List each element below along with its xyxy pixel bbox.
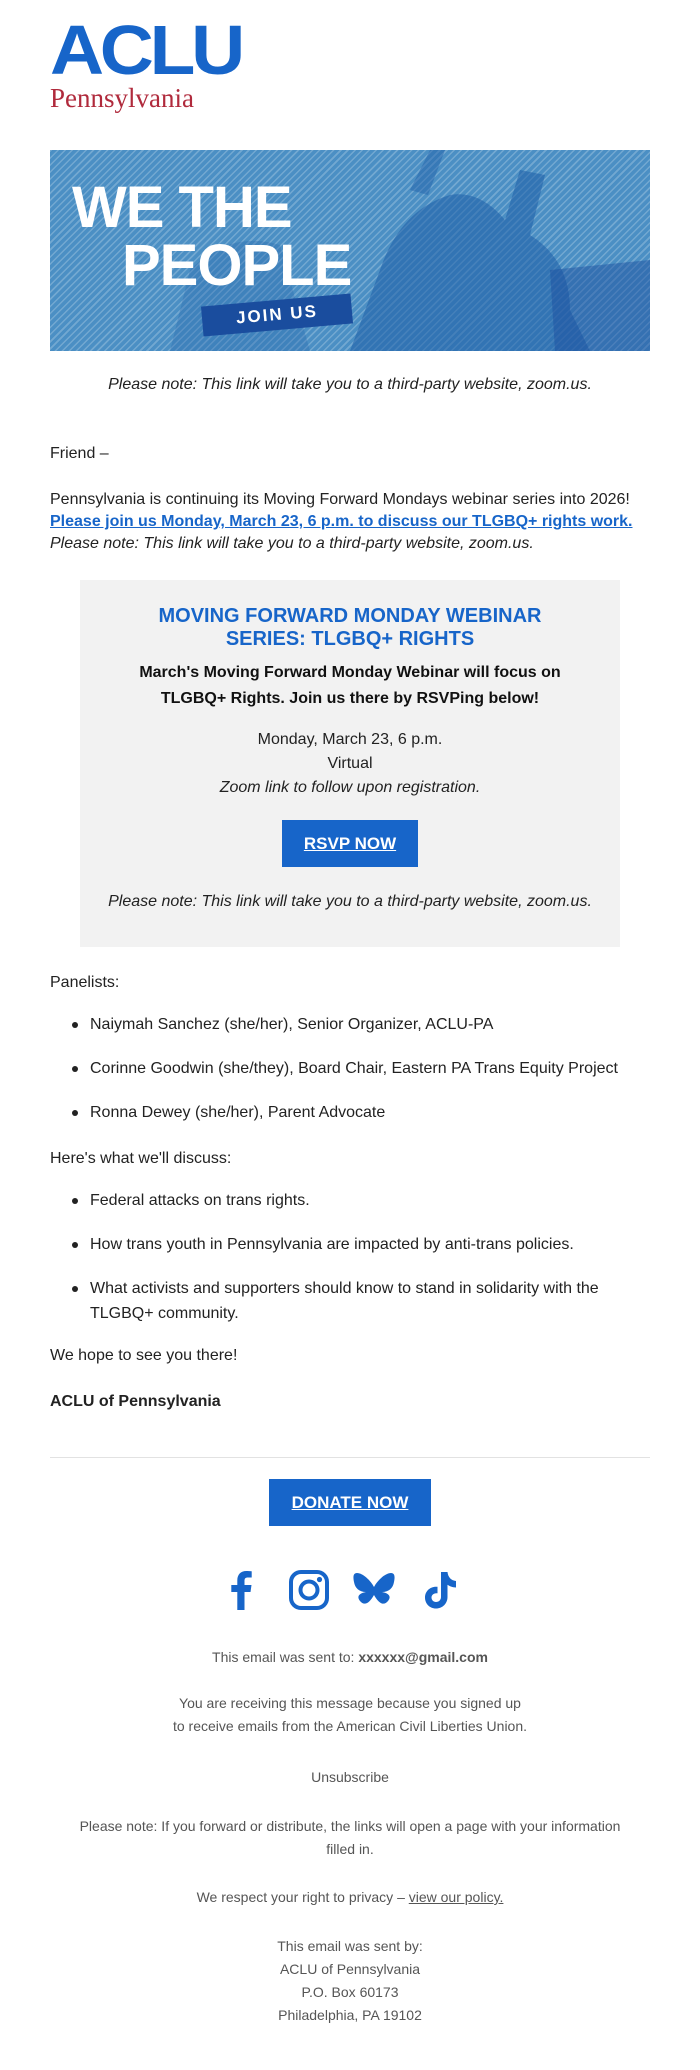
signature: ACLU of Pennsylvania	[50, 1393, 221, 1410]
donate-now-button[interactable]: DONATE NOW	[269, 1479, 431, 1526]
divider	[50, 1457, 650, 1458]
privacy-policy-link[interactable]: view our policy.	[408, 1889, 504, 1905]
sender-name: ACLU of Pennsylvania	[279, 1961, 421, 1977]
event-title: MOVING FORWARD MONDAY WEBINAR SERIES: TLGBQ+ RIGHTS	[158, 605, 542, 650]
facebook-icon[interactable]	[220, 1568, 264, 1612]
list-item: Ronna Dewey (she/her), Parent Advocate	[50, 1100, 650, 1125]
discuss-list	[50, 1188, 650, 1326]
join-webinar-link[interactable]: Please join us Monday, March 23, 6 p.m. to discuss our TLGBQ+ rights work.	[50, 513, 633, 530]
list-item: What activists and supporters should know to stand in solidarity with the TLGBQ+ community.	[50, 1276, 650, 1326]
event-card	[80, 580, 620, 947]
sender-city: Philadelphia, PA 19102	[278, 2007, 422, 2023]
panelists-heading: Panelists:	[50, 974, 120, 991]
hero-line-people: PEOPLE	[122, 233, 352, 298]
recipient-email: xxxxxx@gmail.com	[358, 1649, 488, 1665]
aclu-pa-logo[interactable]	[50, 11, 241, 113]
privacy-line	[70, 1886, 630, 1909]
list-item: How trans youth in Pennsylvania are impacted by anti-trans policies.	[50, 1232, 650, 1257]
hero-line-we-the: WE THE	[72, 175, 292, 240]
closing-text: We hope to see you there!	[50, 1347, 238, 1364]
event-third-party-note: Please note: This link will take you to a third-party website, zoom.us.	[108, 893, 592, 910]
event-zoom-note: Zoom link to follow upon registration.	[219, 779, 481, 796]
hero-banner[interactable]	[50, 150, 650, 351]
rsvp-now-button[interactable]: RSVP NOW	[282, 820, 418, 867]
list-item: Corinne Goodwin (she/they), Board Chair, Eastern PA Trans Equity Project	[50, 1056, 650, 1081]
list-item: Naiymah Sanchez (she/her), Senior Organizer, ACLU-PA	[50, 1012, 650, 1037]
logo-aclu-text: ACLU	[50, 11, 241, 89]
sent-to-label: This email was sent to:	[212, 1649, 355, 1665]
intro-third-party-note: Please note: This link will take you to a third-party website, zoom.us.	[50, 535, 534, 552]
intro-paragraph	[50, 489, 650, 555]
unsubscribe-text[interactable]: Unsubscribe	[311, 1769, 389, 1785]
join-us-badge[interactable]: JOIN US	[201, 294, 353, 337]
discuss-heading: Here's what we'll discuss:	[50, 1150, 232, 1167]
forward-note: Please note: If you forward or distribute, the links will open a page with your information filled in.	[79, 1818, 621, 1857]
intro-text: Pennsylvania is continuing its Moving Forward Mondays webinar series into 2026!	[50, 491, 630, 508]
event-date: Monday, March 23, 6 p.m.	[257, 731, 443, 748]
list-item: Federal attacks on trans rights.	[50, 1188, 650, 1213]
instagram-icon[interactable]	[287, 1568, 331, 1612]
third-party-note: Please note: This link will take you to a third-party website, zoom.us.	[108, 376, 592, 393]
logo-pennsylvania-text: Pennsylvania	[50, 83, 194, 113]
bluesky-icon[interactable]	[352, 1568, 396, 1612]
unsubscribe-link[interactable]	[70, 1766, 630, 1789]
tiktok-icon[interactable]	[418, 1568, 462, 1612]
sent-to-line	[70, 1646, 630, 1669]
sent-by-label: This email was sent by:	[277, 1938, 423, 1954]
reason-line-2: to receive emails from the American Civil Liberties Union.	[172, 1718, 528, 1734]
privacy-text: We respect your right to privacy –	[196, 1889, 405, 1905]
sender-po-box: P.O. Box 60173	[301, 1984, 399, 2000]
greeting: Friend –	[50, 445, 109, 462]
event-subtitle: March's Moving Forward Monday Webinar will focus on TLGBQ+ Rights. Join us there by RSVPing below!	[139, 664, 561, 707]
event-location: Virtual	[327, 755, 373, 772]
reason-line-1: You are receiving this message because you signed up	[179, 1695, 521, 1711]
panelists-list	[50, 1012, 650, 1125]
